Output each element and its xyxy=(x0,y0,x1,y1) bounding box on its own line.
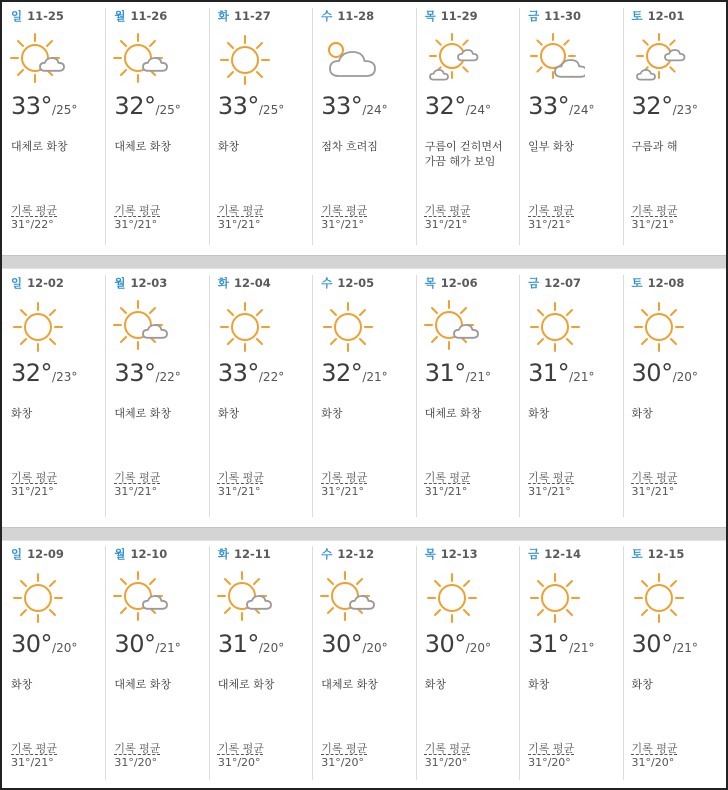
day-forecast-card[interactable] xyxy=(312,269,415,527)
temperature xyxy=(114,630,180,658)
temperature xyxy=(218,92,284,120)
high-temp: 30° xyxy=(631,630,673,658)
sun-big-cloud-icon xyxy=(525,30,585,86)
day-of-week: 일 xyxy=(11,276,23,290)
sun-icon xyxy=(215,297,275,353)
high-temp: 30° xyxy=(424,630,466,658)
partly-sunny-icon xyxy=(111,568,171,624)
record-average-link[interactable]: 기록 평균 xyxy=(217,471,264,484)
temperature xyxy=(425,92,491,120)
record-average-link[interactable]: 기록 평균 xyxy=(424,742,471,755)
forecast-date xyxy=(632,8,685,24)
forecast-date xyxy=(114,546,167,562)
temperature xyxy=(632,92,698,120)
forecast-date xyxy=(632,546,685,562)
date-label: 12-14 xyxy=(544,547,581,561)
low-temp: /23° xyxy=(52,370,78,384)
record-average-link[interactable]: 기록 평균 xyxy=(321,742,368,755)
record-average-value: 31°/21° xyxy=(114,218,158,231)
low-temp: /20° xyxy=(465,641,492,655)
day-of-week: 화 xyxy=(217,9,229,23)
day-forecast-card[interactable] xyxy=(105,269,208,527)
condition-text: 구름이 걷히면서 가끔 해가 보임 xyxy=(424,140,503,168)
week-separator xyxy=(2,255,726,269)
record-average-link[interactable]: 기록 평균 xyxy=(631,742,678,755)
record-average-value: 31°/22° xyxy=(11,218,54,231)
condition-text: 대체로 화창 xyxy=(321,678,378,691)
high-temp: 32° xyxy=(11,359,53,387)
condition-text: 화창 xyxy=(11,678,33,691)
record-average-link[interactable]: 기록 평균 xyxy=(114,471,161,484)
condition-text: 대체로 화창 xyxy=(114,140,172,153)
day-of-week: 금 xyxy=(528,276,540,290)
day-forecast-card[interactable] xyxy=(209,269,312,527)
date-label: 12-06 xyxy=(440,276,478,290)
forecast-date xyxy=(528,275,581,291)
low-temp: /24° xyxy=(465,103,492,117)
date-label: 12-03 xyxy=(130,276,168,290)
low-temp: /25° xyxy=(258,103,285,117)
high-temp: 31° xyxy=(217,630,259,658)
record-average-link[interactable]: 기록 평균 xyxy=(424,204,471,217)
condition-text: 화창 xyxy=(217,407,240,420)
forecast-date xyxy=(114,8,167,24)
partly-sunny-icon xyxy=(111,30,171,86)
day-of-week: 월 xyxy=(114,547,126,561)
day-of-week: 화 xyxy=(217,547,229,561)
forecast-date xyxy=(425,546,478,562)
sun-icon xyxy=(629,297,689,353)
forecast-date xyxy=(11,8,64,24)
record-average-link[interactable]: 기록 평균 xyxy=(424,471,471,484)
record-average-value: 31°/21° xyxy=(217,218,261,231)
record-average-value: 31°/20° xyxy=(321,756,364,769)
day-forecast-card[interactable] xyxy=(519,269,622,527)
condition-text: 대체로 화창 xyxy=(11,140,68,153)
high-temp: 30° xyxy=(11,630,53,658)
day-forecast-card[interactable] xyxy=(416,2,519,255)
temperature xyxy=(218,359,284,387)
day-forecast-card[interactable] xyxy=(2,269,105,527)
day-forecast-card[interactable] xyxy=(2,540,105,790)
low-temp: /20° xyxy=(52,641,78,655)
temperature xyxy=(218,630,284,658)
sun-icon xyxy=(215,30,275,86)
record-average-value: 31°/21° xyxy=(424,218,468,231)
high-temp: 30° xyxy=(321,630,363,658)
condition-text: 일부 화창 xyxy=(528,140,575,153)
temperature xyxy=(321,359,387,387)
record-average-link[interactable]: 기록 평균 xyxy=(528,742,575,755)
record-average-link[interactable]: 기록 평균 xyxy=(321,471,368,484)
low-temp: /20° xyxy=(672,370,698,384)
condition-text: 화창 xyxy=(217,140,240,153)
day-forecast-card[interactable] xyxy=(416,540,519,790)
temperature xyxy=(528,92,594,120)
date-label: 12-02 xyxy=(27,276,64,290)
day-of-week: 월 xyxy=(114,9,126,23)
date-label: 12-01 xyxy=(647,9,685,23)
low-temp: /22° xyxy=(155,370,181,384)
date-label: 11-28 xyxy=(337,9,375,23)
low-temp: /25° xyxy=(155,103,181,117)
low-temp: /21° xyxy=(155,641,181,655)
day-of-week: 목 xyxy=(424,547,436,561)
forecast-date xyxy=(114,275,167,291)
condition-text: 구름과 해 xyxy=(631,140,678,153)
temperature xyxy=(528,630,594,658)
day-forecast-card[interactable] xyxy=(623,2,726,255)
partly-sunny-icon xyxy=(111,297,171,353)
forecast-date xyxy=(321,8,374,24)
record-average-value: 31°/21° xyxy=(528,218,571,231)
date-label: 11-30 xyxy=(544,9,581,23)
partly-sunny-icon xyxy=(318,568,378,624)
record-average-value: 31°/21° xyxy=(114,485,158,498)
record-average-value: 31°/21° xyxy=(528,485,571,498)
sun-icon xyxy=(525,568,585,624)
day-forecast-card[interactable] xyxy=(519,540,622,790)
day-forecast-card[interactable] xyxy=(105,540,208,790)
day-of-week: 일 xyxy=(11,547,23,561)
date-label: 12-12 xyxy=(337,547,375,561)
high-temp: 30° xyxy=(114,630,156,658)
temperature xyxy=(425,359,491,387)
condition-text: 화창 xyxy=(321,407,343,420)
sun-clouds-icon xyxy=(422,30,482,86)
temperature xyxy=(632,359,698,387)
condition-text: 대체로 화창 xyxy=(217,678,275,691)
record-average-link[interactable]: 기록 평균 xyxy=(631,471,678,484)
high-temp: 30° xyxy=(631,359,673,387)
forecast-date xyxy=(528,8,581,24)
sun-icon xyxy=(525,297,585,353)
high-temp: 31° xyxy=(528,359,570,387)
forecast-date xyxy=(321,275,374,291)
high-temp: 31° xyxy=(424,359,466,387)
day-of-week: 토 xyxy=(631,9,643,23)
sun-icon xyxy=(8,297,68,353)
record-average-value: 31°/21° xyxy=(11,485,54,498)
day-forecast-card[interactable] xyxy=(519,2,622,255)
record-average-link[interactable]: 기록 평균 xyxy=(631,204,678,217)
day-forecast-card[interactable] xyxy=(312,2,415,255)
record-average-value: 31°/21° xyxy=(11,756,54,769)
record-average-value: 31°/21° xyxy=(217,485,261,498)
high-temp: 33° xyxy=(321,92,363,120)
record-average-link[interactable]: 기록 평균 xyxy=(528,204,575,217)
record-average-link[interactable]: 기록 평균 xyxy=(11,471,58,484)
temperature xyxy=(632,630,698,658)
low-temp: /25° xyxy=(52,103,78,117)
day-forecast-card[interactable] xyxy=(416,269,519,527)
date-label: 12-08 xyxy=(647,276,685,290)
temperature xyxy=(11,630,77,658)
temperature xyxy=(321,92,387,120)
date-label: 11-29 xyxy=(440,9,478,23)
record-average-value: 31°/21° xyxy=(631,218,675,231)
date-label: 12-05 xyxy=(337,276,375,290)
day-forecast-card[interactable] xyxy=(209,2,312,255)
record-average-link[interactable]: 기록 평균 xyxy=(217,204,264,217)
record-average-link[interactable]: 기록 평균 xyxy=(528,471,575,484)
condition-text: 대체로 화창 xyxy=(114,678,172,691)
partly-sunny-icon xyxy=(8,30,68,86)
low-temp: /24° xyxy=(569,103,595,117)
date-label: 11-27 xyxy=(233,9,271,23)
low-temp: /21° xyxy=(569,641,595,655)
forecast-week-2 xyxy=(2,269,726,527)
low-temp: /24° xyxy=(362,103,388,117)
forecast-date xyxy=(425,275,478,291)
day-forecast-card[interactable] xyxy=(2,2,105,255)
high-temp: 32° xyxy=(631,92,673,120)
high-temp: 32° xyxy=(424,92,466,120)
temperature xyxy=(114,92,180,120)
forecast-date xyxy=(218,275,271,291)
high-temp: 33° xyxy=(217,359,259,387)
record-average-link[interactable]: 기록 평균 xyxy=(321,204,368,217)
day-of-week: 금 xyxy=(528,547,540,561)
low-temp: /21° xyxy=(465,370,492,384)
record-average-value: 31°/20° xyxy=(114,756,158,769)
day-forecast-card[interactable] xyxy=(105,2,208,255)
forecast-week-3 xyxy=(2,540,726,790)
record-average-link[interactable]: 기록 평균 xyxy=(11,204,58,217)
day-of-week: 수 xyxy=(321,9,333,23)
record-average-value: 31°/20° xyxy=(631,756,675,769)
forecast-date xyxy=(218,546,271,562)
condition-text: 화창 xyxy=(528,407,550,420)
date-label: 12-11 xyxy=(233,547,271,561)
day-of-week: 목 xyxy=(424,276,436,290)
low-temp: /20° xyxy=(362,641,388,655)
low-temp: /21° xyxy=(362,370,388,384)
condition-text: 대체로 화창 xyxy=(114,407,172,420)
date-label: 12-10 xyxy=(130,547,168,561)
high-temp: 33° xyxy=(114,359,156,387)
day-of-week: 월 xyxy=(114,276,126,290)
date-label: 12-07 xyxy=(544,276,581,290)
forecast-date xyxy=(11,546,64,562)
sun-icon xyxy=(318,297,378,353)
high-temp: 32° xyxy=(321,359,363,387)
condition-text: 화창 xyxy=(424,678,446,691)
condition-text: 화창 xyxy=(528,678,550,691)
temperature xyxy=(11,359,77,387)
high-temp: 33° xyxy=(11,92,53,120)
record-average-value: 31°/21° xyxy=(321,485,364,498)
forecast-date xyxy=(218,8,271,24)
forecast-date xyxy=(321,546,374,562)
day-of-week: 일 xyxy=(11,9,23,23)
sun-icon xyxy=(629,568,689,624)
record-average-value: 31°/21° xyxy=(631,485,675,498)
record-average-value: 31°/21° xyxy=(321,218,364,231)
record-average-value: 31°/21° xyxy=(424,485,468,498)
day-forecast-card[interactable] xyxy=(312,540,415,790)
low-temp: /21° xyxy=(672,641,698,655)
sun-icon xyxy=(422,568,482,624)
temperature xyxy=(425,630,491,658)
date-label: 11-25 xyxy=(27,9,64,23)
day-forecast-card[interactable] xyxy=(623,269,726,527)
partly-sunny-icon xyxy=(215,568,275,624)
condition-text: 화창 xyxy=(631,678,653,691)
temperature xyxy=(321,630,387,658)
record-average-value: 31°/20° xyxy=(528,756,571,769)
forecast-week-1 xyxy=(2,2,726,255)
record-average-link[interactable]: 기록 평균 xyxy=(114,742,161,755)
low-temp: /21° xyxy=(569,370,595,384)
record-average-value: 31°/20° xyxy=(424,756,468,769)
day-of-week: 토 xyxy=(631,276,643,290)
temperature xyxy=(114,359,180,387)
low-temp: /22° xyxy=(258,370,285,384)
day-of-week: 목 xyxy=(424,9,436,23)
day-forecast-card[interactable] xyxy=(623,540,726,790)
low-temp: /23° xyxy=(672,103,698,117)
day-of-week: 토 xyxy=(631,547,643,561)
sun-icon xyxy=(8,568,68,624)
date-label: 12-04 xyxy=(233,276,271,290)
partly-sunny-icon xyxy=(422,297,482,353)
date-label: 12-15 xyxy=(647,547,685,561)
day-of-week: 금 xyxy=(528,9,540,23)
forecast-date xyxy=(528,546,581,562)
high-temp: 32° xyxy=(114,92,156,120)
high-temp: 33° xyxy=(528,92,570,120)
day-forecast-card[interactable] xyxy=(209,540,312,790)
temperature xyxy=(528,359,594,387)
condition-text: 화창 xyxy=(631,407,653,420)
forecast-date xyxy=(425,8,478,24)
mostly-cloudy-icon xyxy=(318,30,378,86)
high-temp: 33° xyxy=(217,92,259,120)
forecast-date xyxy=(11,275,64,291)
condition-text: 대체로 화창 xyxy=(424,407,482,420)
record-average-link[interactable]: 기록 평균 xyxy=(11,742,58,755)
record-average-link[interactable]: 기록 평균 xyxy=(114,204,161,217)
date-label: 12-13 xyxy=(440,547,478,561)
condition-text: 화창 xyxy=(11,407,33,420)
high-temp: 31° xyxy=(528,630,570,658)
day-of-week: 수 xyxy=(321,276,333,290)
temperature xyxy=(11,92,77,120)
sun-clouds-icon xyxy=(629,30,689,86)
condition-text: 점차 흐려짐 xyxy=(321,140,378,153)
week-separator xyxy=(2,527,726,541)
day-of-week: 화 xyxy=(217,276,229,290)
day-of-week: 수 xyxy=(321,547,333,561)
record-average-value: 31°/20° xyxy=(217,756,261,769)
forecast-date xyxy=(632,275,685,291)
low-temp: /20° xyxy=(258,641,285,655)
date-label: 12-09 xyxy=(27,547,64,561)
record-average-link[interactable]: 기록 평균 xyxy=(217,742,264,755)
date-label: 11-26 xyxy=(130,9,168,23)
